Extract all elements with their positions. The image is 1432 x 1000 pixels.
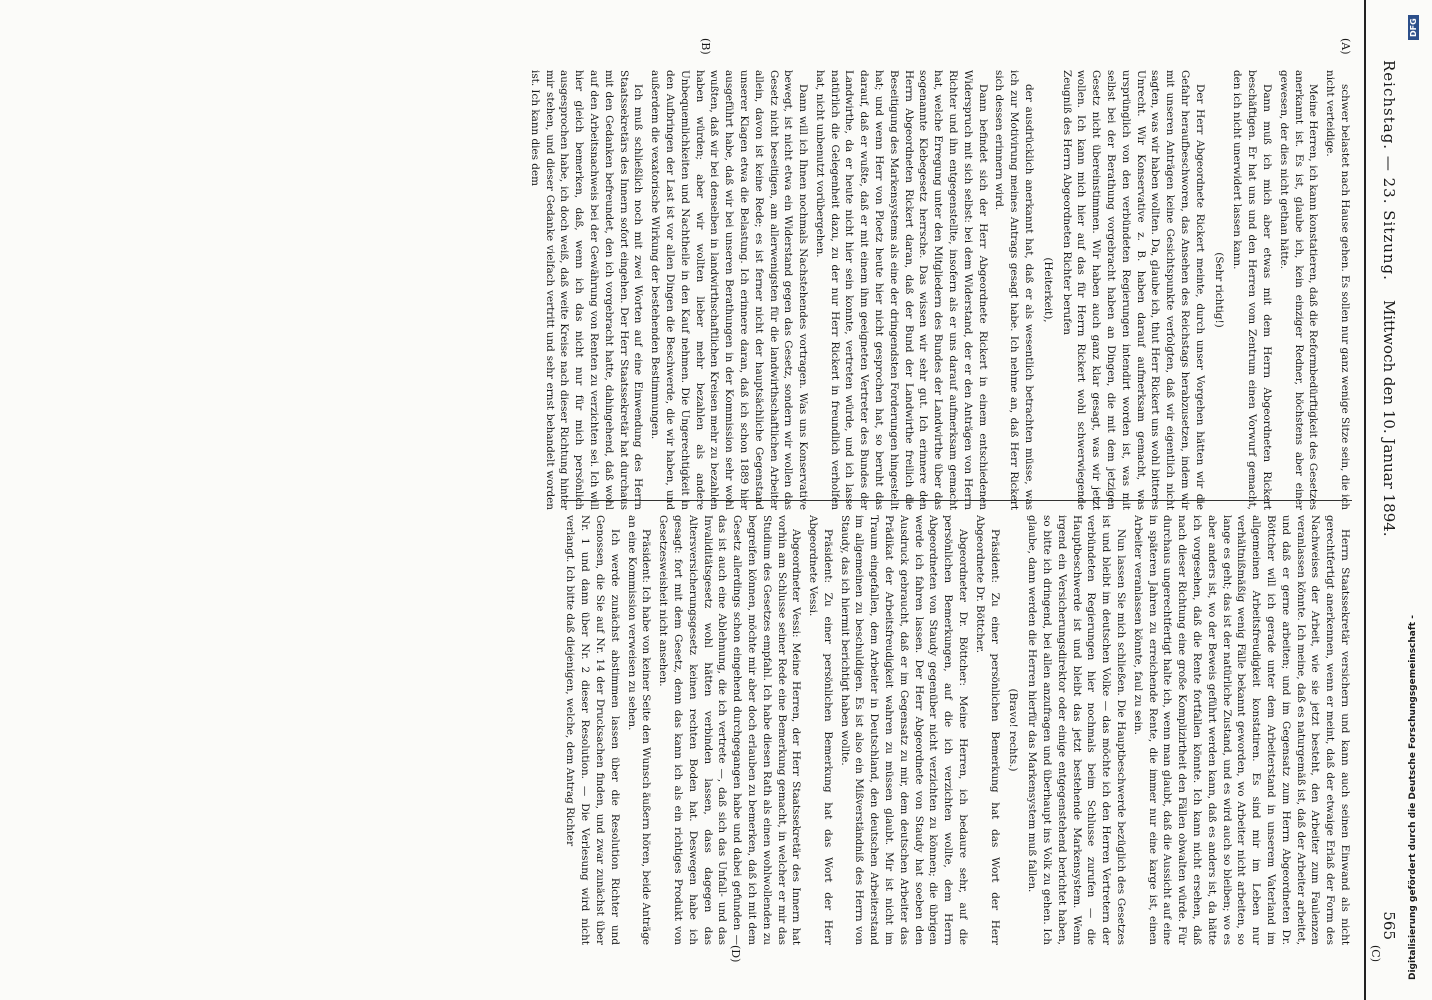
paragraph: (Bravo! rechts.) xyxy=(1007,688,1020,772)
paragraph: der ausdrücklich anerkannt hat, daß er als wesentlich betrachten müsse, was ich zur Motivirung meines Antrags gesagt habe. Ich nehme an, daß Herr Rickert sich dessen erinnern wird. xyxy=(993,70,1036,510)
paragraph: Nun lassen Sie mich schließen. Die Hauptbeschwerde bezüglich des Gesetzes ist und bleibt im deutschen Volke — das möchte ich den Herren Vertretern der verbündeten Regierungen hier nochmals beim Schlusse zurufen — die Hauptbeschwerde ist und bleibt das jetzt bestehende Markensystem. Wenn irgend ein Versicherungsdirektor oder einige entgegenstehend berichtet haben, so bitte ich dringend, bei allen anzufragen und überhaupt ins Volk zu gehen. Ich glaube, dann werden die Herren hierfür das Markensystem muß fallen. xyxy=(1026,515,1128,945)
left-column xyxy=(525,70,1352,510)
right-column xyxy=(561,500,1352,945)
paragraph: Meine Herren, ich kann konstatieren, daß die Reformbedürftigkeit des Gesetzes anerkannt ist. Es ist, glaube ich, kein einziger Redner, höchstens aber einer gewesen, der dies nicht gethan hätte. xyxy=(1277,70,1320,510)
paragraph: schwer belastet nach Hause gehen. Es sollen nur ganz wenige Sitze sein, die ich nicht verteidige. xyxy=(1324,70,1351,510)
page-number: 565 xyxy=(1380,911,1398,940)
paragraph: Präsident: Zu einer persönlichen Bemerkung hat das Wort der Herr Abgeordnete Dr. Böttcher. xyxy=(973,515,1001,945)
dfg-logo: DFG xyxy=(1408,15,1419,40)
header-date: Mittwoch den 10. Januar 1894. xyxy=(1380,300,1398,537)
page-header xyxy=(1364,0,1410,1000)
paragraph: (Sehr richtig!) xyxy=(1212,252,1225,328)
paragraph: Dann befindet sich der Herr Abgeordnete Rickert in einem entschiedenen Widerspruch mit sich selbst: bei dem Widerstand, der er den Anträgen von Herrn Richter und ihn entgegenstellte, insofern als er uns darauf aufmerksam gemacht hat, welche Erregung unter den Mitgliedern des Bundes der Landwirthe über das sogenannte Klebegesetz herrsche. Das wissen wir sehr gut. Ich erinnere den Herrn Abgeordneten Rickert daran, daß der Bund der Landwirthe freilich die Beseitigung des Markensystems als eine der dringendsten Forderungen hingestellt hat; und wenn Herr von Ploetz heute hier nicht gesprochen hat, so beruht das darauf, daß er wußte, daß er mit einem ihm geeigneten Vertreter des Bundes der Landwirthe, da er heute nicht hier sein konnte, vertreten würde, und ich lasse natürlich die Gelegenheit dazu, zu der nur Herr Rickert in freundlich verholfen hat, nicht unbenutzt vorübergehen. xyxy=(813,70,989,510)
paragraph: Herrn Staatssekretär versichern und kann auch seinen Einwand als nicht gerechtfertigt anerkennen, wenn er meint, daß der etwaige Erlaß der Form des Nachweises der Arbeit, wie sie jetzt besteht, den Arbeiter zum Faulenzen veranlassen könnte. Ich meine, daß es naturgemäß ist, daß der Arbeiter arbeitet, und daß er gerne arbeiten; und im Gegensatz zum Herrn Abgeordneten Dr. Böttcher will ich gerade unter dem Arbeiterstand in unserem Vaterland im allgemeinen Arbeitsfreudigkeit konstatiren. Es sind mir im Leben nur verhältnißmäßig wenig Fälle bekannt geworden, wo Arbeiter nicht arbeiten, so lange es geht; das ist der natürliche Zustand, und es wird auch so bleiben; wo es aber anders ist, wo der Beweis geführt werden kann, daß es anders ist, da hätte ich vorgesehen, daß die Rente fortfallen könnte. Ich kann nicht ersehen, daß nach dieser Richtung eine große Komplizirtheit den Fällen obwalten würde. Für durchaus ungerechtfertigt halte ich, wenn man glaubt, daß die Aussicht auf eine in späteren Jahren zu erreichende Rente, die immer nur eine karge ist, einen Arbeiter veranlassen könnte, faul zu sein. xyxy=(1131,515,1351,945)
margin-a: (A) xyxy=(1339,38,1352,55)
paragraph: Abgeordneter Vessi: Meine Herren, der Herr Staatssekretär des Innern hat vorhin am Schlusse seiner Rede eine Bemerkung gemacht, in welcher er mir das Studium des Gesetzes empfahl. Ich habe diesen Rath als einen wohlwollenden zu begreifen können, möchte mir aber doch erlauben zu bemerken, daß ich mit dem Gesetz allerdings schon eingehend durchgegangen habe und dabei gefunden — das ist auch eine Ablehnung, die ich vertrete —, daß sich das Unfall- und das Invaliditätsgesetz wohl hätten verbinden lassen, dass dagegen das Altersversicherungsgesetz keinen rechten Boden hat. Deswegen habe ich gesagt: fort mit dem Gesetz, denn das kann ich als ein richtiges Produkt von Gesetzesweisheit nicht ansehen. xyxy=(657,515,803,945)
margin-d: (D) xyxy=(729,945,742,963)
margin-b: (B) xyxy=(699,38,712,55)
paragraph: Dann muß ich mich aber etwas mit dem Herrn Abgeordneten Rickert beschäftigen. Er hat uns und den Herren vom Zentrum einen Vorwurf gemacht, den ich nicht unerwidert lassen kann. xyxy=(1231,70,1274,510)
paragraph: Der Herr Abgeordnete Rickert meinte, durch unser Vorgehen hätten wir die Gefahr heraufbeschworen, das Ansehen des Reichstags herabzusetzen, indem wir mit unseren Anträgen keine Gesichtspunkte verfolgten, daß wir eigentlich nicht sagten, was wir haben wollten. Da, glaube ich, thut Herr Rickert uns wohl bitteres Unrecht. Wir Konservative z. B. haben darauf aufmerksam gemacht, was ursprünglich von den verbündeten Regierungen intendirt worden ist, was mit selbst bei der Berathung vorgebracht haben an Dingen, die mit dem jetzigen Gesetz nicht übereinstimmen. Wir haben auch ganz klar gesagt, was wir jetzt wollen. Ich kann mich hier auf das für Herrn Rickert wohl schwerwiegende Zeugniß des Herrn Abgeordneten Richter berufen xyxy=(1060,70,1206,510)
paragraph: Abgeordneter Dr. Böttcher: Meine Herren, ich bedaure sehr, auf die persönlichen Bemerkungen, auf die ich verzichten wollte, dem Herrn Abgeordneten von Staudy gegenüber nicht verzichten zu können; die übrigen werde ich fahren lassen. Der Herr Abgeordnete von Staudy hat soeben den Ausdruck gebraucht, daß er im Gegensatz zu mir, dem deutschen Arbeiter das Prädikat der Arbeitsfreudigkeit wahren zu müssen glaubt. Mir ist nicht im Traum eingefallen, dem Arbeiter in Deutschland, den deutschen Arbeiterstand im allgemeinen zu beschuldigen. Es ist also ein Mißverständniß des Herrn von Staudy, das ich hiermit berichtigt haben wollte. xyxy=(838,515,970,945)
paragraph: Ich muß schließlich noch mit zwei Worten auf eine Einwendung des Herrn Staatssekretärs des Innern sofort eingehen. Der Herr Staatssekretär hat durchaus mit den Gedanken befreundet, den ich vorgebracht hatte, dahingehend, daß wohl auf den Arbeitsnachweis bei der Gewährung von Renten zu verzichten sei. Ich will hier gleich bemerken, daß, wenn ich das nicht nur für mich persönlich ausgesprochen habe, ich doch weiß, daß weite Kreise nach dieser Richtung hinter mir stehen, und dieser Gedanke vielfach vertritt und sehr ernst behandelt worden ist. Ich kann dies dem xyxy=(528,70,645,510)
paragraph: (Heiterkeit), xyxy=(1041,257,1054,323)
paragraph: Dann will ich Ihnen nochmals Nachstehendes vortragen. Was uns Konservative bewegt, ist nicht etwa ein Widerstand gegen das Gesetz, sondern wir wollen das Gesetz nicht beseitigen, am allerwenigsten für die landwirthschaftlichen Arbeiter allein, davon ist keine Rede; es ist ferner nicht der hauptsächliche Gegenstand unserer Klagen etwa die Belastung. Ich erinnere daran, daß ich schon 1889 hier ausgeführt habe, daß wir bei unseren Berathungen in der Kommission sehr wohl wußten, daß wir bei denselben in landwirthschaftlichen Kreisen mehr zu bezahlen haben würden; aber wir wollten lieber mehr bezahlen als andere Unbequemlichkeiten und Nachtheile in den Kauf nehmen. Die Ungerechtigkeit in den Aufbringen der Last ist vor allen Dingen die Beschwerde, die wir haben, und außerdem die vexatorische Wirkung der bestehenden Bestimmungen. xyxy=(649,70,810,510)
margin-c: (C) xyxy=(1369,945,1382,962)
header-left: Reichstag. — 23. Sitzung. xyxy=(1380,60,1398,281)
paragraph: Ich werde zunächst abstimmen lassen über die Resolution Richter und Genossen, die Sie auf Nr. 14 der Drucksachen finden, und zwar zunächst über Nr. 1 und dann über Nr. 2 dieser Resolution. — Die Verlesung wird nicht verlangt. Ich bitte daß diejenigen, welche, dem Antrag Richter xyxy=(564,515,621,945)
footer-credit: Digitalisierung gefördert durch die Deutsche Forschungsgemeinschaft - xyxy=(1408,615,1418,980)
paragraph: Präsident: Ich habe von keiner Seite den Wunsch äußern hören, beide Anträge an eine Kommission verweisen zu sehen. xyxy=(625,515,653,945)
paragraph: Präsident: Zu einer persönlichen Bemerkung hat das Wort der Herr Abgeordnete Vessi. xyxy=(807,515,834,945)
